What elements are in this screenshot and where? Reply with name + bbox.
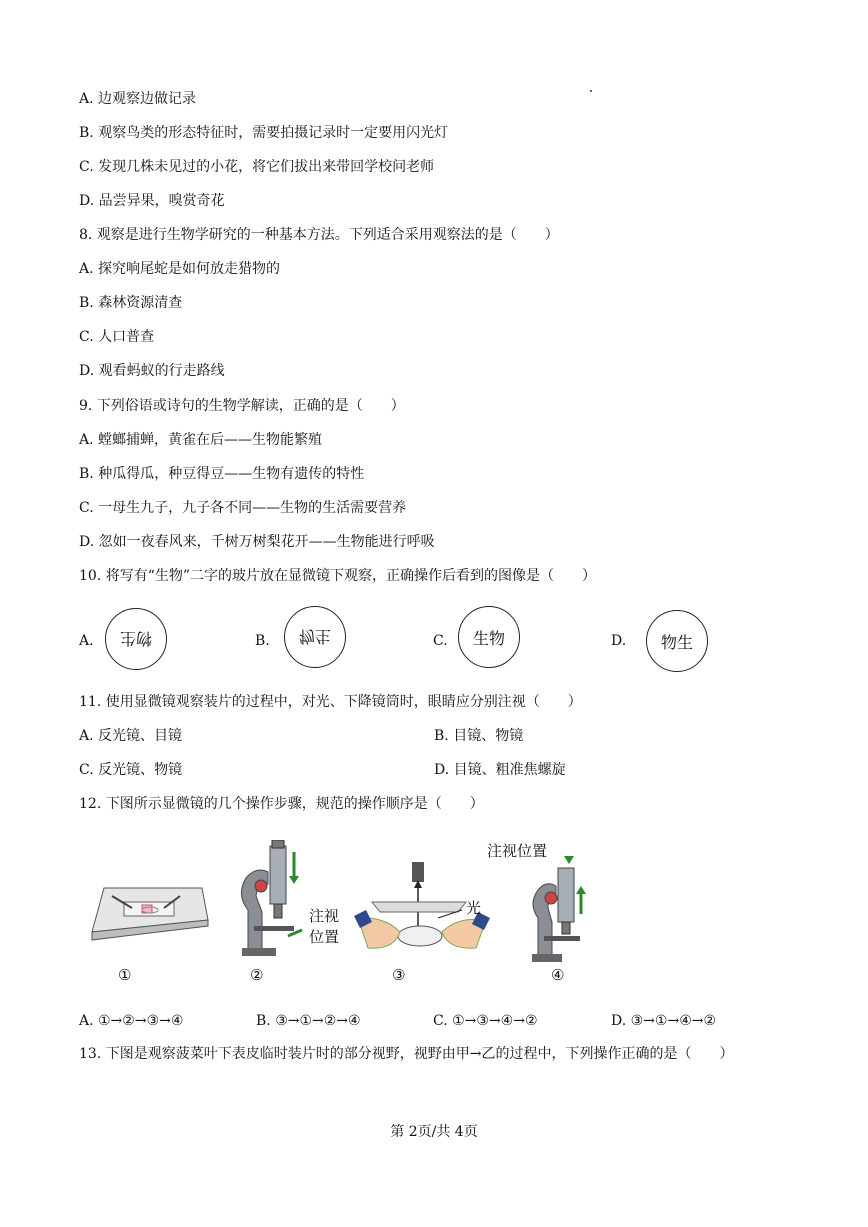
q11-option-b: B. 目镜、物镜	[434, 728, 524, 744]
figure-number-3: ③	[392, 966, 406, 984]
q11-option-d: D. 目镜、粗准焦螺旋	[434, 762, 566, 778]
q8-option-b: B. 森林资源清查	[79, 295, 183, 311]
q8-stem: 8. 观察是进行生物学研究的一种基本方法。下列适合采用观察法的是（ ）	[79, 227, 559, 243]
q12-option-b: B. ③→①→②→④	[256, 1013, 361, 1029]
q10-option-d-label: D.	[611, 633, 627, 649]
q12-stem: 12. 下图所示显微镜的几个操作步骤，规范的操作顺序是（ ）	[79, 796, 484, 812]
q10-option-c-image-text: 生物	[472, 628, 505, 648]
q7-option-d: D. 品尝异果，嗅赏奇花	[79, 193, 225, 209]
q10-option-b-circle	[284, 606, 346, 668]
q11-option-c: C. 反光镜、物镜	[79, 762, 183, 778]
q11-option-a: A. 反光镜、目镜	[79, 728, 183, 744]
q8-option-c: C. 人口普查	[79, 329, 155, 345]
q7-option-b: B. 观察鸟类的形态特征时，需要拍摄记录时一定要用闪光灯	[79, 125, 449, 141]
q10-option-c-circle	[458, 606, 520, 668]
q9-option-b: B. 种瓜得瓜，种豆得豆——生物有遗传的特性	[79, 466, 365, 482]
slide-on-stage-figure	[84, 880, 212, 950]
q9-option-a: A. 螳螂捕蝉，黄雀在后——生物能繁殖	[79, 432, 323, 448]
figure-number-4: ④	[551, 966, 565, 984]
q9-stem: 9. 下列俗语或诗句的生物学解读，正确的是（ ）	[79, 398, 405, 414]
q7-option-a: A. 边观察边做记录	[79, 91, 197, 107]
q10-option-a-label: A.	[79, 633, 94, 649]
q8-option-a: A. 探究响尾蛇是如何放走猎物的	[79, 261, 281, 277]
figure-number-2: ②	[250, 966, 264, 984]
watch-label-line1: 注视	[309, 907, 340, 925]
q10-option-a-image-text: 物生	[119, 628, 152, 648]
q13-stem: 13. 下图是观察菠菜叶下表皮临时装片时的部分视野，视野由甲→乙的过程中，下列操作正确的是（ ）	[79, 1046, 734, 1062]
q11-stem: 11. 使用显微镜观察装片的过程中，对光、下降镜筒时，眼睛应分别注视（ ）	[79, 694, 582, 710]
q12-option-a: A. ①→②→③→④	[79, 1013, 184, 1029]
page-footer: 第 2页/共 4页	[390, 1124, 478, 1140]
q9-option-c: C. 一母生九子，九子各不同——生物的生活需要营养	[79, 500, 407, 516]
q10-option-d-circle	[646, 610, 708, 672]
q10-option-b-image-text: 物生	[298, 626, 331, 646]
q12-option-d: D. ③→①→④→②	[611, 1013, 717, 1029]
figure-number-1: ①	[118, 966, 132, 984]
q10-option-b-label: B.	[255, 633, 270, 649]
watch-position-label: 注视位置	[487, 842, 548, 860]
watch-label-line2: 位置	[309, 928, 340, 946]
light-label: 光	[466, 899, 482, 917]
q9-option-d: D. 忽如一夜春风来，千树万树梨花开——生物能进行呼吸	[79, 534, 435, 550]
q10-option-a-circle	[105, 608, 167, 670]
microscope-lowering-figure	[228, 840, 308, 960]
q10-option-c-label: C.	[433, 633, 448, 649]
q10-option-d-image-text: 物生	[660, 632, 693, 652]
q10-stem: 10. 将写有“生物”二字的玻片放在显微镜下观察，正确操作后看到的图像是（ ）	[79, 568, 597, 584]
stray-dot	[590, 90, 592, 92]
q8-option-d: D. 观看蚂蚁的行走路线	[79, 363, 225, 379]
q12-option-c: C. ①→③→④→②	[433, 1013, 538, 1029]
q7-option-c: C. 发现几株未见过的小花，将它们拔出来带回学校问老师	[79, 159, 435, 175]
microscope-raising-figure	[526, 856, 596, 966]
